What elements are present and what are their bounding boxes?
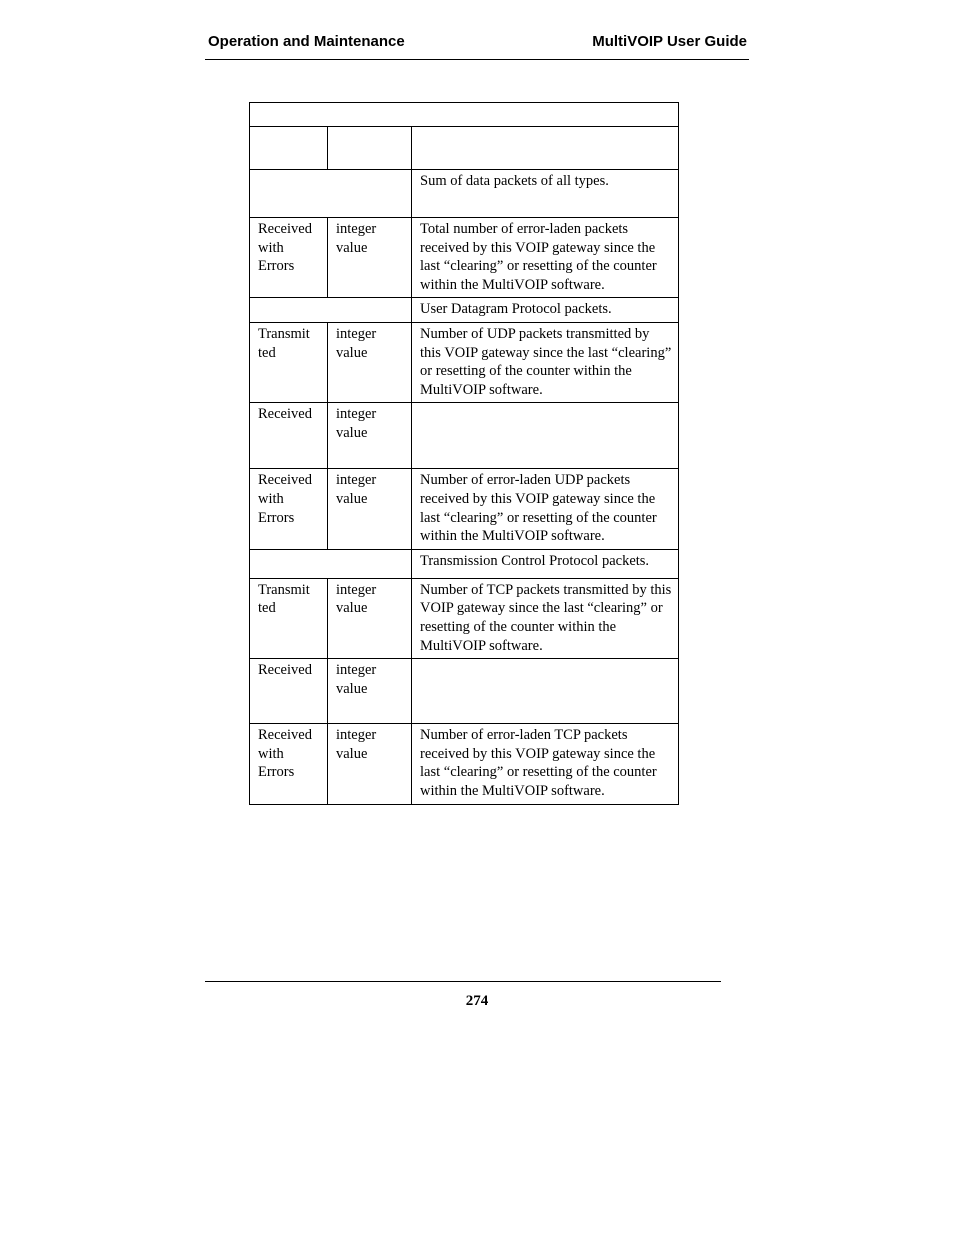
- description-cell: Number of UDP packets transmitted by this VOIP gateway since the last “clearing” or resetting of the counter within the MultiVOIP software.: [412, 322, 679, 402]
- value-type-cell: integer value: [328, 469, 412, 549]
- group-label: [250, 298, 412, 323]
- field-name-cell: Received: [250, 403, 328, 469]
- description-cell: Total number of error-laden packets received by this VOIP gateway since the last “clearing” or resetting of the counter within the MultiVOIP software.: [412, 218, 679, 298]
- description-cell: Number of error-laden TCP packets received by this VOIP gateway since the last “clearing” or resetting of the counter within the MultiVOIP software.: [412, 724, 679, 805]
- field-name-cell: Received: [250, 659, 328, 724]
- value-type-cell: integer value: [328, 218, 412, 298]
- group-row-udp: [250, 298, 679, 323]
- value-type-cell: integer value: [328, 322, 412, 402]
- field-name-cell: Transmit ted: [250, 322, 328, 402]
- running-header-guide-title: MultiVOIP User Guide: [592, 33, 747, 50]
- page-number: 274: [465, 993, 489, 1009]
- group-label: [250, 549, 412, 578]
- field-name-cell: Transmit ted: [250, 578, 328, 658]
- table-row: [250, 322, 679, 402]
- description-cell: Number of TCP packets transmitted by this VOIP gateway since the last “clearing” or resetting of the counter within the MultiVOIP software.: [412, 578, 679, 658]
- group-row-packets: [250, 170, 679, 218]
- field-name-cell: Received with Errors: [250, 724, 328, 805]
- table-row: [250, 403, 679, 469]
- description-cell: [412, 403, 679, 469]
- group-row-tcp: [250, 549, 679, 578]
- table-row: [250, 578, 679, 658]
- table-row: [250, 218, 679, 298]
- value-type-cell: integer value: [328, 403, 412, 469]
- group-description: Sum of data packets of all types.: [412, 170, 679, 218]
- footer-rule: [205, 981, 721, 982]
- table-row: [250, 469, 679, 549]
- field-name-cell: Received with Errors: [250, 218, 328, 298]
- column-header-description: [412, 127, 679, 170]
- group-description: Transmission Control Protocol packets.: [412, 549, 679, 578]
- table-row: [250, 659, 679, 724]
- description-cell: Number of error-laden UDP packets received by this VOIP gateway since the last “clearing” or resetting of the counter within the MultiVOIP software.: [412, 469, 679, 549]
- table-row: [250, 724, 679, 805]
- value-type-cell: integer value: [328, 724, 412, 805]
- table-column-header-row: [250, 127, 679, 170]
- header-rule: [205, 59, 749, 60]
- description-cell: [412, 659, 679, 724]
- table-title-cell: [250, 103, 679, 127]
- running-header-section: Operation and Maintenance: [208, 33, 405, 50]
- group-label: [250, 170, 412, 218]
- value-type-cell: integer value: [328, 659, 412, 724]
- table-title-row: [250, 103, 679, 127]
- value-type-cell: integer value: [328, 578, 412, 658]
- packet-statistics-table: [249, 102, 679, 805]
- column-header-field: [250, 127, 328, 170]
- group-description: User Datagram Protocol packets.: [412, 298, 679, 323]
- column-header-type: [328, 127, 412, 170]
- field-name-cell: Received with Errors: [250, 469, 328, 549]
